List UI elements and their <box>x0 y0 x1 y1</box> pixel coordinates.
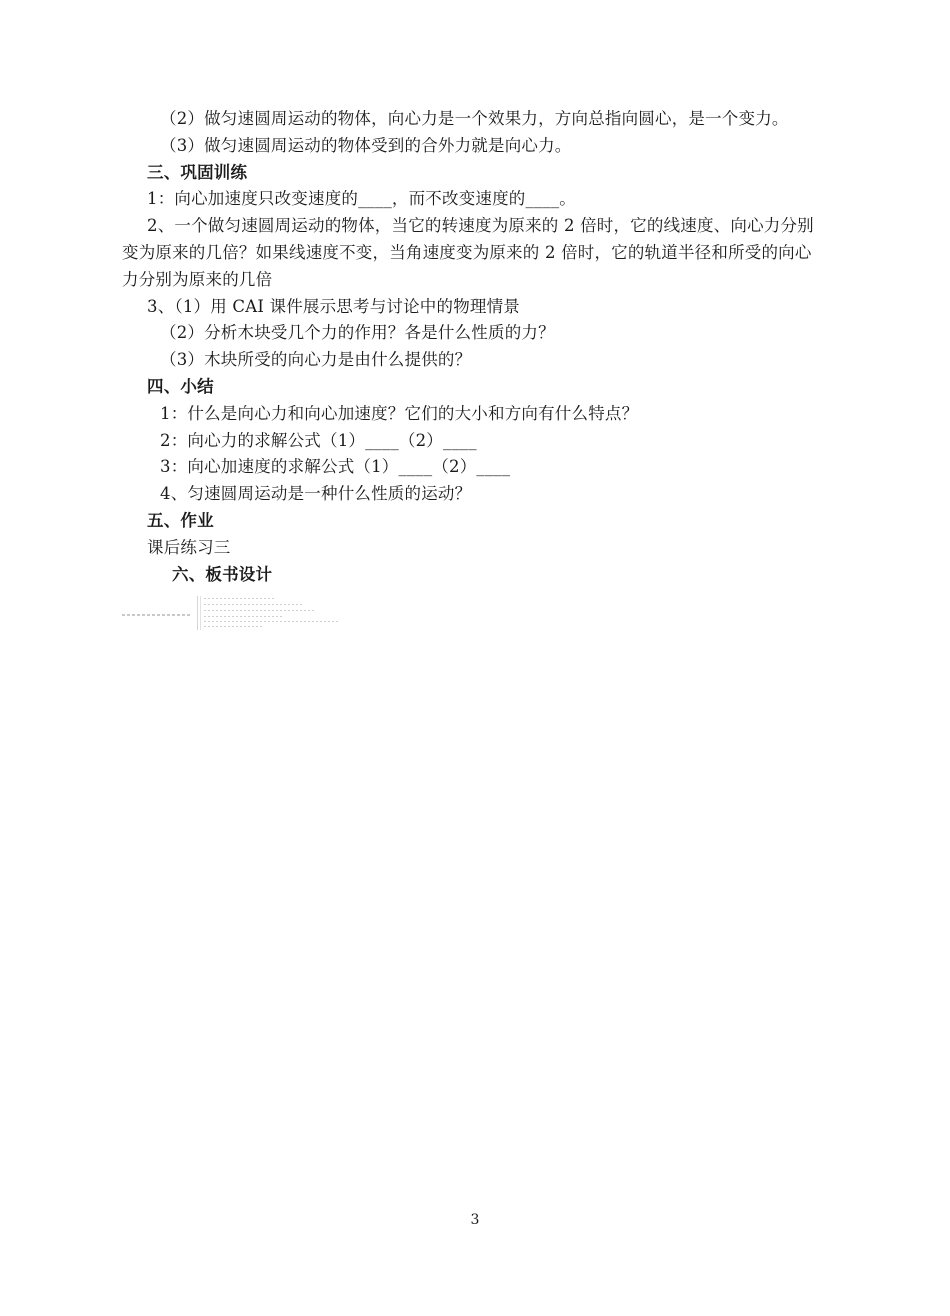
figure-row <box>204 610 314 611</box>
figure-left-text <box>122 614 192 616</box>
summary-question-2: 2：向心力的求解公式（1）____（2）____ <box>160 431 477 450</box>
figure-row <box>204 621 339 622</box>
figure-divider <box>197 596 201 630</box>
section-heading-consolidation: 三、巩固训练 <box>147 163 248 182</box>
figure-row <box>204 616 284 617</box>
figure-row <box>204 626 264 627</box>
exercise-2-line-2: 变为原来的几倍？如果线速度不变，当角速度变为原来的 2 倍时，它的轨道半径和所受的向心 <box>122 243 812 262</box>
exercise-3-part-3: （3）木块所受的向心力是由什么提供的？ <box>160 350 472 369</box>
summary-question-1: 1：什么是向心力和向心加速度？它们的大小和方向有什么特点？ <box>160 404 639 423</box>
section-heading-homework: 五、作业 <box>147 511 214 530</box>
point-2-centripetal-force-is-effect-force: （2）做匀速圆周运动的物体，向心力是一个效果力，方向总指向圆心，是一个变力。 <box>160 109 789 128</box>
summary-question-4: 4、匀速圆周运动是一种什么性质的运动？ <box>160 484 472 503</box>
figure-row <box>204 598 274 599</box>
summary-question-3: 3：向心加速度的求解公式（1）____（2）____ <box>160 457 511 476</box>
exercise-1: 1：向心加速度只改变速度的____，而不改变速度的____。 <box>147 189 576 208</box>
exercise-3-part-2: （2）分析木块受几个力的作用？各是什么性质的力？ <box>160 323 555 342</box>
section-heading-summary: 四、小结 <box>147 377 214 396</box>
exercise-3-part-1: 3、（1）用 CAI 课件展示思考与讨论中的物理情景 <box>147 297 520 316</box>
section-heading-board-design: 六、板书设计 <box>172 565 273 584</box>
exercise-2-line-3: 力分别为原来的几倍 <box>122 270 273 289</box>
point-3-net-force-is-centripetal: （3）做匀速圆周运动的物体受到的合外力就是向心力。 <box>160 136 572 155</box>
board-design-figure <box>122 594 344 634</box>
figure-row <box>204 604 304 605</box>
exercise-2-line-1: 2、一个做匀速圆周运动的物体，当它的转速度为原来的 2 倍时，它的线速度、向心力分别 <box>147 216 814 235</box>
page-number: 3 <box>470 1212 480 1228</box>
homework-assignment: 课后练习三 <box>147 538 231 557</box>
